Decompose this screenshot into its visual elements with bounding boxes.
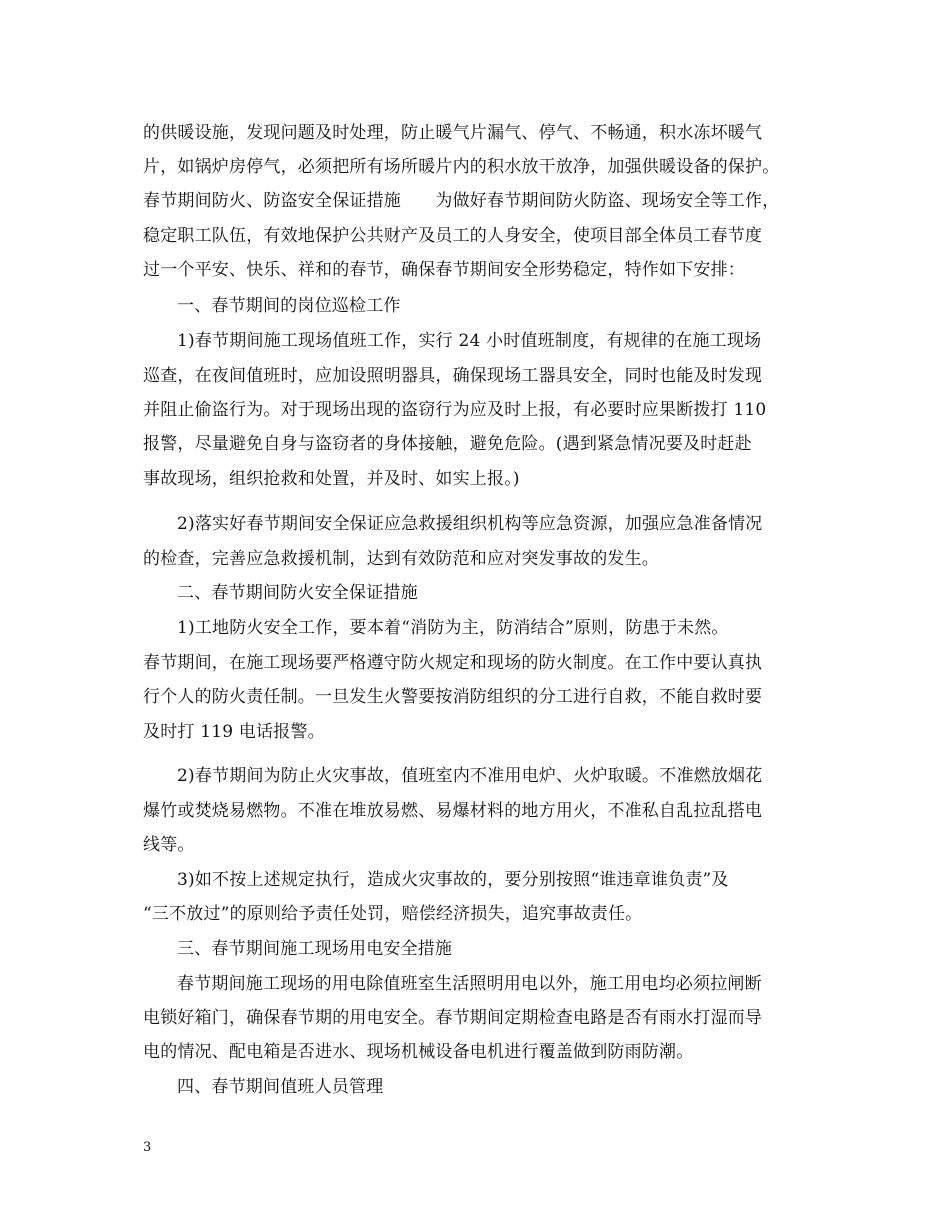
paragraph-line: 及时打 119 电话报警。 — [143, 722, 325, 742]
paragraph-line: 片，如锅炉房停气，必须把所有场所暖片内的积水放干放净，加强供暖设备的保护。 — [143, 157, 780, 177]
paragraph-line: 电锁好箱门，确保春节期的用电安全。春节期间定期检查电路是否有雨水打湿而导 — [143, 1008, 763, 1028]
paragraph-line: 过一个平安、快乐、祥和的春节，确保春节期间安全形势稳定，特作如下安排： — [143, 260, 745, 280]
paragraph-line: 春节期间防火、防盗安全保证措施 为做好春节期间防火防盗、现场安全等工作， — [143, 191, 780, 211]
paragraph-line: 的检查，完善应急救援机制，达到有效防范和应对突发事故的发生。 — [143, 549, 659, 569]
section-heading: 二、春节期间防火安全保证措施 — [177, 583, 418, 603]
paragraph-line: 爆竹或焚烧易燃物。不准在堆放易燃、易爆材料的地方用火，不准私自乱拉乱搭电 — [143, 801, 763, 821]
paragraph-line: 报警，尽量避免自身与盗窃者的身体接触，避免危险。(遇到紧急情况要及时赶赴 — [143, 434, 752, 454]
paragraph-line: 线等。 — [143, 835, 195, 855]
section-heading: 一、春节期间的岗位巡检工作 — [177, 296, 401, 316]
paragraph-line: 行个人的防火责任制。一旦发生火警要按消防组织的分工进行自救，不能自救时要 — [143, 687, 763, 707]
paragraph-line: 2)春节期间为防止火灾事故，值班室内不准用电炉、火炉取暖。不准燃放烟花 — [177, 766, 763, 786]
paragraph-line: 春节期间施工现场的用电除值班室生活照明用电以外，施工用电均必须拉闸断 — [177, 974, 762, 994]
section-heading: 四、春节期间值班人员管理 — [177, 1077, 384, 1097]
paragraph-line: 稳定职工队伍，有效地保护公共财产及员工的人身安全，使项目部全体员工春节度 — [143, 226, 763, 246]
paragraph-line: 春节期间，在施工现场要严格遵守防火规定和现场的防火制度。在工作中要认真执 — [143, 653, 763, 673]
paragraph-line: 事故现场，组织抢救和处置，并及时、如实上报。) — [143, 469, 520, 489]
paragraph-line: 并阻止偷盗行为。对于现场出现的盗窃行为应及时上报，有必要时应果断拨打 110 — [143, 400, 767, 420]
section-heading: 三、春节期间施工现场用电安全措施 — [177, 939, 453, 959]
paragraph-line: 的供暖设施，发现问题及时处理，防止暖气片漏气、停气、不畅通，积水冻坏暖气 — [143, 123, 763, 143]
paragraph-line: 电的情况、配电箱是否进水、现场机械设备电机进行覆盖做到防雨防潮。 — [143, 1042, 694, 1062]
paragraph-line: 3)如不按上述规定执行，造成火灾事故的，要分别按照“谁违章谁负责”及 — [177, 870, 729, 890]
paragraph-line: 巡查，在夜间值班时，应加设照明器具，确保现场工器具安全，同时也能及时发现 — [143, 366, 763, 386]
paragraph-line: 1)工地防火安全工作，要本着“消防为主，防消结合”原则，防患于未然。 — [177, 618, 729, 638]
paragraph-line: 2)落实好春节期间安全保证应急救援组织机构等应急资源，加强应急准备情况 — [177, 514, 763, 534]
page-number: 3 — [143, 1140, 152, 1155]
paragraph-line: 1)春节期间施工现场值班工作，实行 24 小时值班制度，有规律的在施工现场 — [177, 331, 762, 351]
paragraph-line: “三不放过”的原则给予责任处罚，赔偿经济损失，追究事故责任。 — [143, 904, 643, 924]
